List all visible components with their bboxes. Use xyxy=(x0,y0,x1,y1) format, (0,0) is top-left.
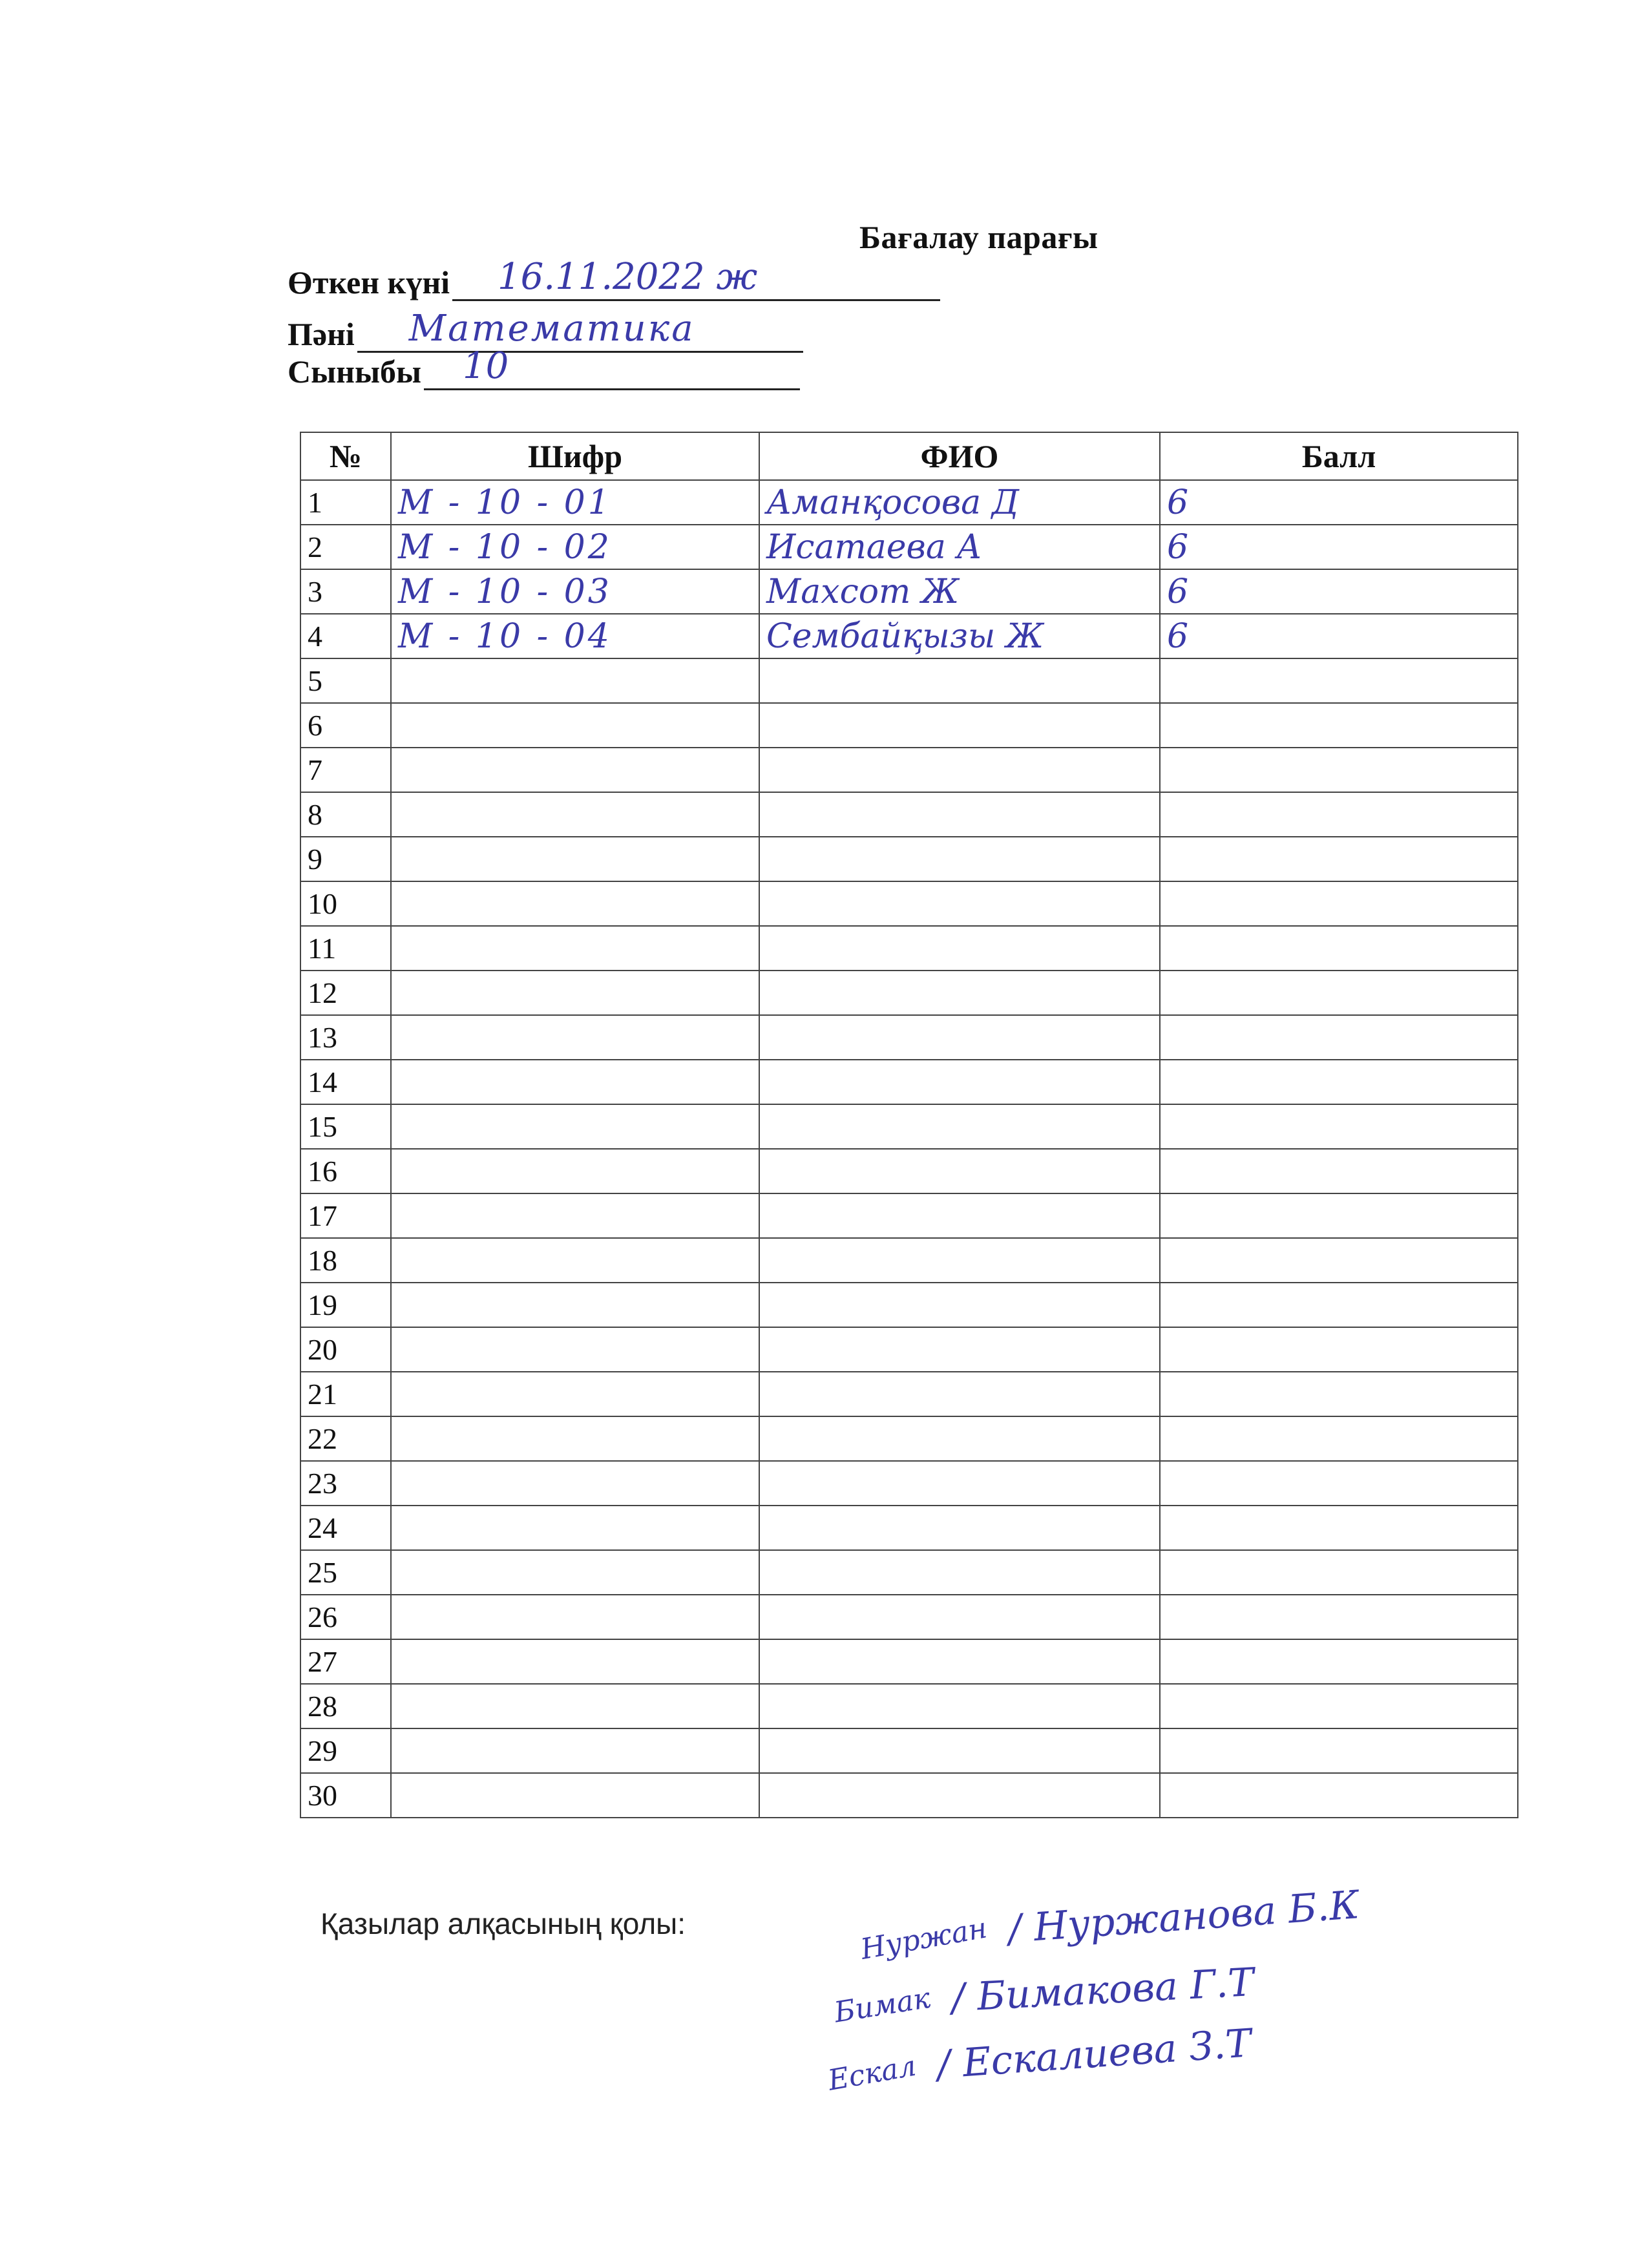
subject-value: Математика xyxy=(408,308,695,350)
row-number: 25 xyxy=(300,1550,391,1595)
row-cipher xyxy=(391,1372,759,1416)
table-row xyxy=(300,1104,1518,1149)
row-cipher xyxy=(391,837,759,881)
row-score xyxy=(1160,1773,1518,1818)
row-cipher: М - 10 - 01 xyxy=(391,480,759,525)
row-cipher xyxy=(391,1639,759,1684)
row-score xyxy=(1160,1684,1518,1728)
row-fio xyxy=(759,658,1160,703)
row-fio xyxy=(759,1728,1160,1773)
page-title: Бағалау парағы xyxy=(859,219,1098,255)
row-fio xyxy=(759,1060,1160,1104)
row-number: 23 xyxy=(300,1461,391,1506)
row-score xyxy=(1160,971,1518,1015)
row-cipher xyxy=(391,748,759,792)
row-number: 6 xyxy=(300,703,391,748)
jury-signature-2 xyxy=(832,1960,1255,2030)
row-number: 16 xyxy=(300,1149,391,1193)
row-fio xyxy=(759,1372,1160,1416)
row-score xyxy=(1160,658,1518,703)
row-score: 6 xyxy=(1160,569,1518,614)
row-cipher: М - 10 - 04 xyxy=(391,614,759,658)
row-fio xyxy=(759,1506,1160,1550)
row-number: 22 xyxy=(300,1416,391,1461)
row-score xyxy=(1160,1149,1518,1193)
table-row xyxy=(300,1684,1518,1728)
table-row xyxy=(300,1060,1518,1104)
row-number: 8 xyxy=(300,792,391,837)
row-number: 2 xyxy=(300,525,391,569)
grade-underline xyxy=(424,345,800,390)
row-number: 21 xyxy=(300,1372,391,1416)
row-fio xyxy=(759,1193,1160,1238)
row-score: 6 xyxy=(1160,614,1518,658)
row-cipher xyxy=(391,1193,759,1238)
row-number: 24 xyxy=(300,1506,391,1550)
row-fio xyxy=(759,926,1160,971)
row-number: 7 xyxy=(300,748,391,792)
subject-field xyxy=(288,308,803,353)
table-row xyxy=(300,792,1518,837)
row-fio xyxy=(759,1327,1160,1372)
row-number: 29 xyxy=(300,1728,391,1773)
table-row xyxy=(300,1595,1518,1639)
table-row xyxy=(300,1416,1518,1461)
row-score xyxy=(1160,1639,1518,1684)
jury-signature-3 xyxy=(826,2021,1253,2095)
row-cipher xyxy=(391,1283,759,1327)
row-number: 28 xyxy=(300,1684,391,1728)
header-score: Балл xyxy=(1160,432,1518,480)
row-fio: Сембайқызы Ж xyxy=(759,614,1160,658)
subject-label: Пәні xyxy=(288,316,355,352)
row-fio xyxy=(759,703,1160,748)
row-score xyxy=(1160,1416,1518,1461)
row-score xyxy=(1160,703,1518,748)
row-number: 3 xyxy=(300,569,391,614)
table-row xyxy=(300,480,1518,525)
row-cipher xyxy=(391,703,759,748)
table-row xyxy=(300,1283,1518,1327)
grade-field xyxy=(288,345,800,390)
row-fio xyxy=(759,1416,1160,1461)
grade-label: Сыныбы xyxy=(288,353,422,390)
row-cipher xyxy=(391,658,759,703)
row-number: 13 xyxy=(300,1015,391,1060)
row-number: 14 xyxy=(300,1060,391,1104)
table-row xyxy=(300,926,1518,971)
row-number: 4 xyxy=(300,614,391,658)
table-row xyxy=(300,748,1518,792)
row-fio xyxy=(759,837,1160,881)
row-score xyxy=(1160,881,1518,926)
date-value: 16.11.2022 ж xyxy=(498,256,758,298)
row-score xyxy=(1160,748,1518,792)
row-fio: Исатаева А xyxy=(759,525,1160,569)
date-field xyxy=(288,256,940,301)
date-label: Өткен күні xyxy=(288,264,450,300)
row-score xyxy=(1160,1461,1518,1506)
row-fio xyxy=(759,1773,1160,1818)
row-number: 11 xyxy=(300,926,391,971)
row-fio xyxy=(759,881,1160,926)
row-fio xyxy=(759,971,1160,1015)
row-score xyxy=(1160,1595,1518,1639)
row-fio xyxy=(759,1595,1160,1639)
row-fio xyxy=(759,1550,1160,1595)
grade-value: 10 xyxy=(463,345,509,387)
table-row xyxy=(300,971,1518,1015)
table-header-row xyxy=(300,432,1518,480)
row-number: 19 xyxy=(300,1283,391,1327)
row-score xyxy=(1160,1193,1518,1238)
row-number: 9 xyxy=(300,837,391,881)
table-row xyxy=(300,1193,1518,1238)
table-row xyxy=(300,1506,1518,1550)
header-number: № xyxy=(300,432,391,480)
row-fio xyxy=(759,1283,1160,1327)
table-row xyxy=(300,881,1518,926)
subject-underline xyxy=(357,308,803,353)
table-row xyxy=(300,837,1518,881)
row-cipher: М - 10 - 03 xyxy=(391,569,759,614)
row-cipher xyxy=(391,1773,759,1818)
row-cipher: М - 10 - 02 xyxy=(391,525,759,569)
table-row xyxy=(300,1327,1518,1372)
row-fio: Махсот Ж xyxy=(759,569,1160,614)
table-body xyxy=(300,480,1518,1818)
row-score xyxy=(1160,926,1518,971)
row-fio xyxy=(759,1104,1160,1149)
row-number: 20 xyxy=(300,1327,391,1372)
row-number: 5 xyxy=(300,658,391,703)
signature-mark-3: Ескал xyxy=(825,2049,919,2097)
row-cipher xyxy=(391,792,759,837)
row-cipher xyxy=(391,1238,759,1283)
row-fio: Аманқосова Д xyxy=(759,480,1160,525)
row-fio xyxy=(759,1015,1160,1060)
row-cipher xyxy=(391,1149,759,1193)
signature-name-1: / Нуржанова Б.К xyxy=(1007,1882,1361,1952)
jury-signature-1 xyxy=(858,1882,1361,1966)
table-row xyxy=(300,1149,1518,1193)
date-underline xyxy=(452,256,940,301)
row-score xyxy=(1160,1238,1518,1283)
signature-mark-2: Бимак xyxy=(832,1981,933,2030)
row-cipher xyxy=(391,1327,759,1372)
row-cipher xyxy=(391,1461,759,1506)
row-fio xyxy=(759,1639,1160,1684)
row-score: 6 xyxy=(1160,480,1518,525)
row-number: 27 xyxy=(300,1639,391,1684)
row-score xyxy=(1160,1728,1518,1773)
row-number: 30 xyxy=(300,1773,391,1818)
row-score xyxy=(1160,792,1518,837)
row-score xyxy=(1160,1104,1518,1149)
signature-name-2: / Бимакова Г.Т xyxy=(951,1960,1255,2021)
table-row xyxy=(300,1550,1518,1595)
row-number: 1 xyxy=(300,480,391,525)
row-number: 12 xyxy=(300,971,391,1015)
row-cipher xyxy=(391,1684,759,1728)
row-score xyxy=(1160,1327,1518,1372)
row-cipher xyxy=(391,1728,759,1773)
table-row xyxy=(300,1639,1518,1684)
table-row xyxy=(300,1238,1518,1283)
row-score xyxy=(1160,1283,1518,1327)
row-score xyxy=(1160,837,1518,881)
row-fio xyxy=(759,1149,1160,1193)
table-row xyxy=(300,1728,1518,1773)
row-cipher xyxy=(391,881,759,926)
row-score xyxy=(1160,1015,1518,1060)
row-cipher xyxy=(391,1595,759,1639)
row-fio xyxy=(759,748,1160,792)
table-row xyxy=(300,1773,1518,1818)
table-row xyxy=(300,569,1518,614)
row-score xyxy=(1160,1550,1518,1595)
signature-name-3: / Ескалиева З.Т xyxy=(936,2021,1253,2088)
row-cipher xyxy=(391,1015,759,1060)
table-row xyxy=(300,703,1518,748)
row-cipher xyxy=(391,926,759,971)
row-number: 10 xyxy=(300,881,391,926)
row-fio xyxy=(759,792,1160,837)
jury-signature-label: Қазылар алқасының қолы: xyxy=(320,1907,686,1940)
row-score xyxy=(1160,1060,1518,1104)
row-fio xyxy=(759,1684,1160,1728)
row-cipher xyxy=(391,971,759,1015)
row-number: 17 xyxy=(300,1193,391,1238)
scores-table xyxy=(300,432,1518,1818)
row-score xyxy=(1160,1372,1518,1416)
row-fio xyxy=(759,1461,1160,1506)
row-cipher xyxy=(391,1060,759,1104)
row-fio xyxy=(759,1238,1160,1283)
signature-mark-1: Нуржан xyxy=(858,1911,990,1966)
table-row xyxy=(300,1015,1518,1060)
row-score: 6 xyxy=(1160,525,1518,569)
table-row xyxy=(300,658,1518,703)
table-row xyxy=(300,614,1518,658)
row-score xyxy=(1160,1506,1518,1550)
header-fio: ФИО xyxy=(759,432,1160,480)
table-row xyxy=(300,525,1518,569)
row-cipher xyxy=(391,1506,759,1550)
row-cipher xyxy=(391,1550,759,1595)
table-row xyxy=(300,1461,1518,1506)
row-cipher xyxy=(391,1104,759,1149)
row-cipher xyxy=(391,1416,759,1461)
header-cipher: Шифр xyxy=(391,432,759,480)
row-number: 15 xyxy=(300,1104,391,1149)
table-row xyxy=(300,1372,1518,1416)
row-number: 18 xyxy=(300,1238,391,1283)
row-number: 26 xyxy=(300,1595,391,1639)
